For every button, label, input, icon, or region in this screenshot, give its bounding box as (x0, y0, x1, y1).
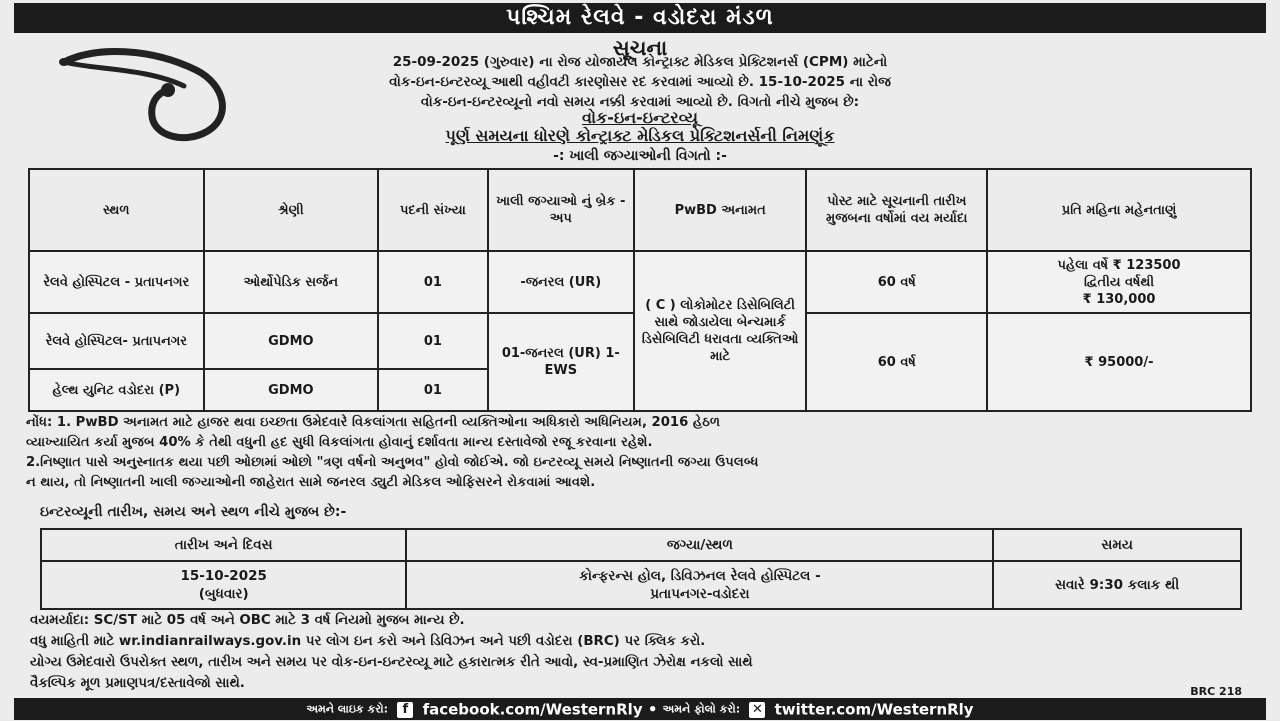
venue-line: પ્રતાપનગર-વડોદરા (650, 586, 750, 602)
cell-breakup: 01-જનરલ (UR) 1-EWS (488, 313, 634, 411)
cell-time: સવારે 9:30 કલાક થી (993, 561, 1241, 609)
notes-section (26, 413, 1266, 493)
cell-place: રેલવે હોસ્પિટલ - પ્રતાપનગર (29, 251, 204, 313)
header-title: પશ્ચિમ રેલવે - વડોદરા મંડળ (506, 5, 774, 30)
footer-line: વૈકલ્પિક મૂળ પ્રમાણપત્ર/દસ્તાવેજો સાથે. (30, 676, 245, 691)
like-label: અમને લાઇક કરો: (306, 702, 389, 716)
x-twitter-icon: ✕ (749, 702, 765, 718)
column-header-pay: પ્રતિ મહિના મહેનતાણું (987, 169, 1251, 251)
cell-place: રેલવે હોસ્પિટલ- પ્રતાપનગર (29, 313, 204, 369)
cell-category: ઓર્થોપેડિક સર્જન (204, 251, 379, 313)
cell-posts: 01 (378, 369, 488, 411)
pay-line: દ્વિતીય વર્ષથી (1083, 274, 1155, 290)
pay-line: પહેલા વર્ષે ₹ 123500 (1057, 257, 1181, 273)
intro-line: વોક-ઇન-ઇન્ટરવ્યૂનો નવો સમય નક્કી કરવામાં આવ્યો છે. વિગતો નીચે મુજબ છે: (420, 94, 860, 110)
interview-day: (બુધવાર) (198, 586, 249, 602)
note-line: નોંધ: 1. PwBD અનામત માટે હાજર થવા ઇચ્છતા ઉમેદવારે વિકલાંગતા સહિતની વ્યક્તિઓના અધિકારો અધિનિયમ, 2016 હેઠળ (26, 415, 721, 430)
table-row (41, 561, 1241, 609)
cell-category: GDMO (204, 369, 379, 411)
venue-line: કોન્ફરન્સ હોલ, ડિવિઝનલ રેલવે હોસ્પિટલ - (579, 568, 821, 584)
cell-pay (987, 251, 1251, 313)
note-line: ન થાય, તો નિષ્ણાતની ખાલી જગ્યાઓની જાહેરાત સામે જનરલ ડ્યુટી મેડિકલ ઓફિસરને રોકવામાં આવશે. (26, 475, 596, 490)
column-header-venue: જગ્યા/સ્થળ (406, 529, 993, 561)
interview-date: 15-10-2025 (180, 568, 267, 584)
twitter-link[interactable]: twitter.com/WesternRly (774, 700, 974, 719)
note-line: વ્યાખ્યાયિત કર્યા મુજબ 40% કે તેથી વધુની હદ સુધી વિકલાંગતા હોવાનું દર્શાવતા માન્ય દસ્તાવેજો રજૂ કરવાના રહેશે. (26, 435, 653, 450)
intro-line: વોક-ઇન-ઇન્ટરવ્યૂ આથી વહીવટી કારણોસર રદ કરવામાં આવ્યો છે. 15-10-2025 ના રોજ (389, 74, 891, 90)
column-header-category: શ્રેણી (204, 169, 379, 251)
cell-posts: 01 (378, 313, 488, 369)
cell-breakup: -જનરલ (UR) (488, 251, 634, 313)
cell-date (41, 561, 406, 609)
notice-intro (0, 52, 1280, 112)
facebook-icon: f (397, 702, 413, 718)
separator: • (647, 700, 658, 719)
column-header-breakup: ખાલી જગ્યાઓ નું બ્રેક - અપ (488, 169, 634, 251)
table-row (29, 251, 1251, 313)
pay-line: ₹ 130,000 (1082, 291, 1156, 307)
brc-code: BRC 218 (1190, 685, 1242, 698)
vacancy-table (28, 168, 1252, 412)
note-line: 2.નિષ્ણાત પાસે અનુસ્નાતક થયા પછી ઓછામાં ઓછો "ત્રણ વર્ષનો અનુભવ" હોવો જોઈએ. જો ઇન્ટરવ્યૂ સમયે નિષ્ણાતની જગ્યા ઉપલબ્ધ (26, 455, 759, 470)
footer-notes (30, 610, 1260, 694)
interview-heading: ઇન્ટરવ્યૂની તારીખ, સમય અને સ્થળ નીચે મુજબ છે:- (40, 504, 347, 520)
cell-posts: 01 (378, 251, 488, 313)
walkin-heading: વોક-ઇન-ઇન્ટરવ્યૂ (582, 108, 698, 127)
column-header-time: સમય (993, 529, 1241, 561)
column-header-pwbd: PwBD અનામત (634, 169, 807, 251)
cell-age-limit: 60 વર્ષ (806, 313, 987, 411)
interview-table (40, 528, 1242, 610)
facebook-link[interactable]: facebook.com/WesternRly (422, 700, 643, 719)
appointment-subtitle: પૂર્ણ સમયના ધોરણે કોન્ટ્રાક્ટ મેડિકલ પ્રેક્ટિશનર્સની નિમણૂંક (445, 126, 835, 145)
cell-category: GDMO (204, 313, 379, 369)
cell-age-limit: 60 વર્ષ (806, 251, 987, 313)
cell-venue (406, 561, 993, 609)
interview-header-row (41, 529, 1241, 561)
follow-label: અમને ફોલો કરો: (662, 702, 741, 716)
vacancy-title: -: ખાલી જગ્યાઓની વિગતો :- (553, 148, 727, 164)
column-header-place: સ્થળ (29, 169, 204, 251)
footer-line: વયમર્યાદા: SC/ST માટે 05 વર્ષ અને OBC માટે 3 વર્ષ નિયમો મુજબ માન્ય છે. (30, 613, 465, 628)
vacancy-header-row (29, 169, 1251, 251)
column-header-age-limit: પોસ્ટ માટે સૂચનાની તારીખ મુજબના વર્ષોમાં વય મર્યાદા (806, 169, 987, 251)
cell-pwbd: ( C ) લોકોમોટર ડિસેબિલિટી સાથે જોડાયેલા બેન્ચમાર્ક ડિસેબિલિટી ધરાવતા વ્યક્તિઓ માટે (634, 251, 807, 411)
notice-title: સૂચના (612, 36, 668, 60)
column-header-posts: પદની સંખ્યા (378, 169, 488, 251)
cell-pay: ₹ 95000/- (987, 313, 1251, 411)
intro-line: 25-09-2025 (ગુરુવાર) ના રોજ યોજાયેલ કોન્ટ્રાક્ટ મેડિકલ પ્રેક્ટિશનર્સ (CPM) માટેનો (392, 54, 888, 70)
header-banner (14, 3, 1266, 33)
column-header-date: તારીખ અને દિવસ (41, 529, 406, 561)
footer-line: યોગ્ય ઉમેદવારો ઉપરોક્ત સ્થળ, તારીખ અને સમય પર વોક-ઇન-ઇન્ટરવ્યૂ માટે હકારાત્મક રીતે આવો, સ્વ-પ્રમાણિત ઝેરોક્ષ નકલો સાથે (30, 655, 753, 670)
social-bar (14, 698, 1266, 720)
footer-line: વધુ માહિતી માટે wr.indianrailways.gov.in પર લોગ ઇન કરો અને ડિવિઝન અને પછી વડોદરા (BRC) પર ક્લિક કરો. (30, 634, 706, 649)
cell-place: હેલ્થ યુનિટ વડોદરા (P) (29, 369, 204, 411)
